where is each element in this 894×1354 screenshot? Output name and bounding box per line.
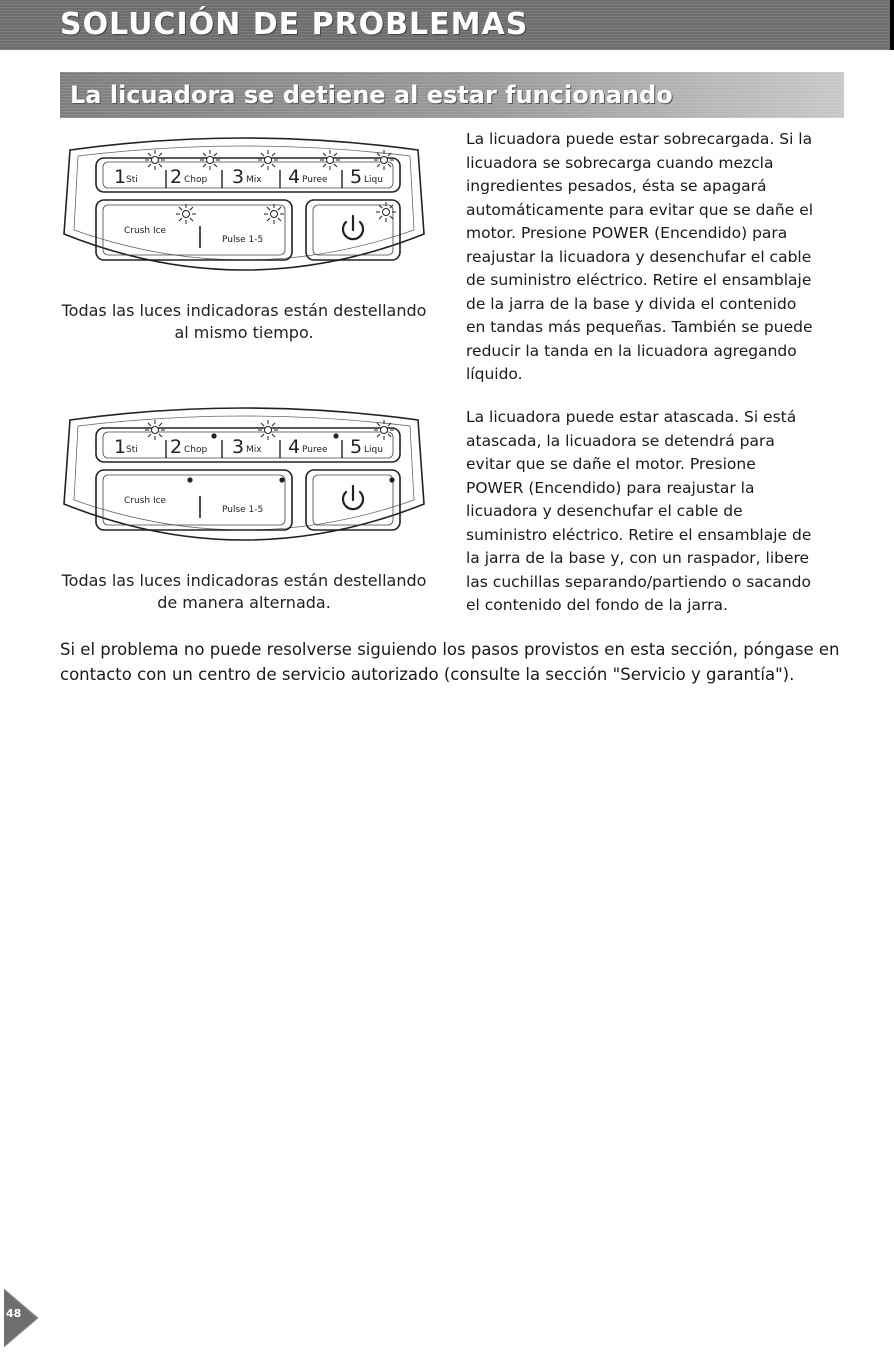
control-panel-figure-2 [58, 400, 430, 614]
crush-ice-label: Crush Ice [124, 226, 167, 236]
speed-label-2: Chop [184, 445, 208, 455]
pulse-label: Pulse 1-5 [222, 235, 264, 245]
speed-number-4: 4 [288, 436, 301, 458]
speed-label-4: Puree [302, 175, 328, 185]
control-panel-illustration-2 [58, 400, 430, 568]
speed-label-5: Liqu [364, 175, 383, 185]
speed-number-5: 5 [350, 166, 363, 188]
speed-number-5: 5 [350, 436, 363, 458]
control-panel-illustration-1 [58, 130, 430, 298]
speed-label-2: Chop [184, 175, 208, 185]
page-title: SOLUCIÓN DE PROBLEMAS [60, 7, 529, 42]
section-header [60, 72, 844, 118]
speed-number-3: 3 [232, 436, 245, 458]
speed-label-5: Liqu [364, 445, 383, 455]
speed-number-2: 2 [170, 166, 183, 188]
speed-number-4: 4 [288, 166, 301, 188]
speed-number-1: 1 [114, 436, 127, 458]
speed-label-3: Mix [246, 445, 262, 455]
header-bar [0, 0, 894, 50]
panel-caption-2: Todas las luces indicadoras están destellando de manera alternada. [61, 571, 427, 612]
description-overload: La licuadora puede estar sobrecargada. Si la licuadora se sobrecarga cuando mezcla ingredientes pesados, ésta se apagará automáticamente para evitar que se dañe el motor. Presione POWER (Encendido) para reajustar la licuadora y desenchufar el cable de suministro eléctrico. Retire el ensamblaje de la jarra de la base y divida el contenido en tandas más pequeñas. También se puede reducir la tanda en la licuadora agregando líquido. [466, 130, 814, 383]
control-panel-figure-1 [58, 130, 430, 344]
speed-number-3: 3 [232, 166, 245, 188]
speed-label-3: Mix [246, 175, 262, 185]
page-number-marker [2, 1287, 42, 1349]
page-number: 48 [6, 1307, 22, 1320]
section-title: La licuadora se detiene al estar funcionando [70, 81, 673, 109]
speed-label-4: Puree [302, 445, 328, 455]
service-note: Si el problema no puede resolverse siguiendo los pasos provistos en esta sección, póngase en contacto con un centro de servicio autorizado (consulte la sección "Servicio y garantía"). [60, 640, 840, 684]
crush-ice-label: Crush Ice [124, 496, 167, 506]
speed-number-2: 2 [170, 436, 183, 458]
speed-label-1: Sti [126, 445, 138, 455]
speed-number-1: 1 [114, 166, 127, 188]
panel-caption-1: Todas las luces indicadoras están destellando al mismo tiempo. [61, 301, 427, 342]
speed-label-1: Sti [126, 175, 138, 185]
description-jammed: La licuadora puede estar atascada. Si está atascada, la licuadora se detendrá para evitar que se dañe el motor. Presione POWER (Encendido) para reajustar la licuadora y desenchufar el cable de suministro eléctrico. Retire el ensamblaje de la jarra de la base y, con un raspador, libere las cuchillas separando/partiendo o sacando el contenido del fondo de la jarra. [466, 408, 812, 614]
pulse-label: Pulse 1-5 [222, 505, 264, 515]
